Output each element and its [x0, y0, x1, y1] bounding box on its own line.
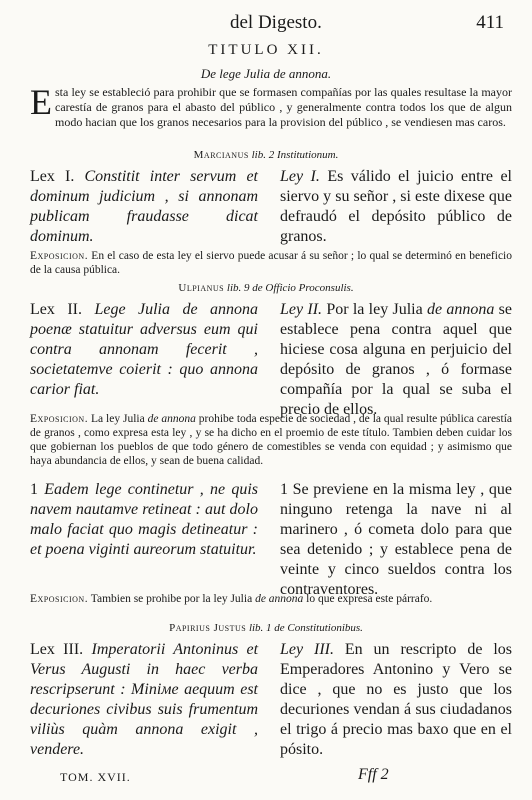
latin-column: 1 Eadem lege continetur , ne quis navem nautamve retineat : aut dolo malo faciat quo magis detineatur : et poena viginti aureorum statuitur.	[30, 481, 258, 558]
latin-column: Lex II. Lege Julia de annona poenæ statuitur adversus eum qui contra annonam fecerit , societatemve coierit : quo annona carior fiat.	[30, 301, 258, 398]
volume-label: TOM. XVII.	[60, 770, 131, 784]
drop-cap: E	[30, 82, 52, 122]
running-head	[0, 12, 532, 38]
running-head-title: del Digesto.	[230, 12, 322, 33]
page-number: 411	[476, 12, 504, 33]
spanish-column: Ley I. Es válido el juicio entre el siervo y su señor , si este dixese que defraudó el depósito público de granos.	[280, 168, 512, 245]
exposicion-3: Exposicion. Tambien se prohibe por la ley Julia de annona lo que expresa este párrafo.	[30, 593, 433, 605]
spanish-column: 1 Se previene en la misma ley , que ninguno retenga la nave ni al marinero , ó cometa dolo para que sea detenido ; y establece pena de veinte y cinco sueldos contra los contraventores.	[280, 481, 512, 598]
source-papirius: Papirius Justus lib. 1 de Constitutionibus.	[169, 622, 363, 634]
source-ulpianus: Ulpianus lib. 9 de Officio Proconsulis.	[178, 282, 354, 294]
section-title: TITULO XII.	[208, 42, 324, 58]
signature-mark: Fff 2	[358, 766, 389, 783]
latin-column: Lex III. Imperatorii Antoninus et Verus Augusti in haec verba rescripserunt : Miniме aequum est decuriones civibus suis frumentum viliùs quàm annona exigit , vendere.	[30, 641, 259, 758]
latin-column: Lex I. Constitit inter servum et dominum judicium , si annonam publicam fraudasse dicat dominum.	[30, 168, 258, 245]
spanish-column: Ley III. En un rescripto de los Emperadores Antonino y Vero se dice , que no es justo que los decuriones vendan á sus ciudadanos el trigo á precio mas baxo que en el pósito.	[280, 641, 512, 758]
page-footer	[60, 766, 500, 790]
section-subtitle: De lege Julia de annona.	[200, 66, 332, 81]
exposicion-2: Exposicion. La ley Julia de annona prohibe toda especie de sociedad , de la qual resulte pública carestía de granos , como expresa esta ley , y se ha dicho en el proemio de este título. Tambien deben cuidar los que gobiernan los pueblos de que todo género de comestibles se venda con equidad ; y asimismo que haya abundancia de ellos, y sean de buena calidad.	[30, 413, 513, 467]
exposicion-1: Exposicion. En el caso de esta ley el siervo puede acusar á su señor ; lo qual se determinó en beneficio de la causa pública.	[30, 250, 512, 276]
intro-paragraph	[30, 82, 512, 130]
intro-text: sta ley se estableció para prohibir que se formasen compañías por las quales resultase la mayor carestía de granos para el abasto del público , y generalmente contra todos los que de algun modo hacian que los granos necesarios para la provision del público , se vendiesen mas caros.	[55, 85, 512, 129]
spanish-column: Ley II. Por la ley Julia de annona se establece pena contra aquel que hiciese cosa alguna en perjuicio del depósito de granos , ó formase compañía por la qual se suba el precio de ellos.	[280, 301, 512, 418]
source-marcianus: Marcianus lib. 2 Institutionum.	[193, 149, 339, 161]
